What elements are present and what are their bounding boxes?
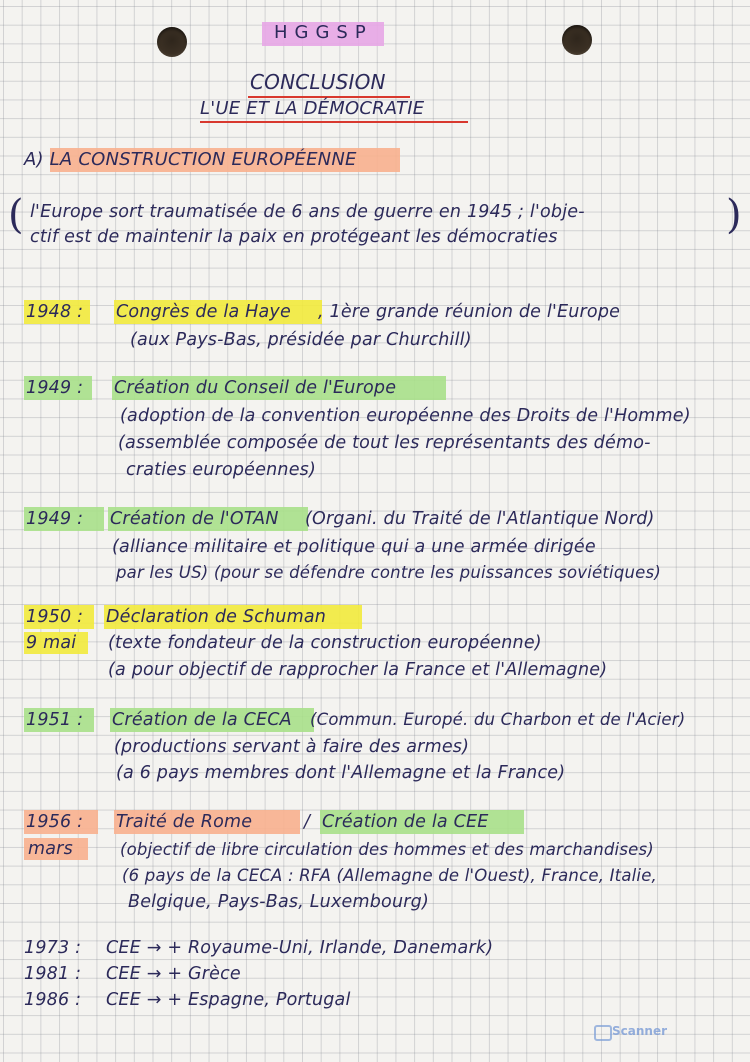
enlargement-date-1981: 1981 : xyxy=(24,964,82,984)
event-date-1949b: 1949 : xyxy=(26,509,84,529)
event-line-1956-1: (objectif de libre circulation des hommes et des marchandises) xyxy=(120,840,654,859)
enlargement-date-1986: 1986 : xyxy=(24,990,82,1010)
intro-line-2: ctif est de maintenir la paix en protégeant les démocraties xyxy=(30,227,558,247)
event-rest-1949b: (Organi. du Traité de l'Atlantique Nord) xyxy=(305,509,655,529)
event-date-1956: 1956 : xyxy=(26,812,84,832)
event-line-1956-2: (6 pays de la CECA : RFA (Allemagne de l'Ouest), France, Italie, xyxy=(122,866,658,885)
intro-bracket-left: ( xyxy=(8,192,24,238)
event-date-1951: 1951 : xyxy=(26,710,84,730)
event-title-separator: / xyxy=(304,812,311,832)
event-title-1951: Création de la CECA xyxy=(112,710,292,730)
event-date-1950: 1950 : xyxy=(26,607,84,627)
event-line-1950-2: (a pour objectif de rapprocher la France et l'Allemagne) xyxy=(108,660,608,680)
event-date-1948: 1948 : xyxy=(26,302,84,322)
binder-hole-right xyxy=(562,25,592,55)
enlargement-text-1981: CEE → + Grèce xyxy=(106,964,241,984)
event-date-1949a: 1949 : xyxy=(26,378,84,398)
event-line-1949a-1: (adoption de la convention européenne des Droits de l'Homme) xyxy=(120,406,691,426)
event-rest-1948: , 1ère grande réunion de l'Europe xyxy=(318,302,621,322)
intro-line-1: l'Europe sort traumatisée de 6 ans de guerre en 1945 ; l'obje- xyxy=(30,202,585,222)
conclusion-title: CONCLUSION xyxy=(250,70,386,94)
event-line-1949a-2: (assemblée composée de tout les représentants des démo- xyxy=(118,433,651,453)
event-title-1949b: Création de l'OTAN xyxy=(110,509,279,529)
event-line-1956-3: Belgique, Pays-Bas, Luxembourg) xyxy=(128,892,429,912)
event-subdate-1956: mars xyxy=(28,839,73,859)
event-subdate-1950: 9 mai xyxy=(26,633,77,653)
event-line-1951-1: (productions servant à faire des armes) xyxy=(114,737,470,757)
enlargement-date-1973: 1973 : xyxy=(24,938,82,958)
section-heading: A) LA CONSTRUCTION EUROPÉENNE xyxy=(24,149,357,170)
event-rest-1951: (Commun. Europé. du Charbon et de l'Acier) xyxy=(310,710,686,729)
binder-hole-left xyxy=(157,27,187,57)
event-title2-1956: Création de la CEE xyxy=(322,812,489,832)
event-title-1949a: Création du Conseil de l'Europe xyxy=(114,378,397,398)
event-line-1951-2: (a 6 pays membres dont l'Allemagne et la France) xyxy=(116,763,566,783)
ue-democratie-title: L'UE ET LA DÉMOCRATIE xyxy=(200,98,425,119)
event-title-1948: Congrès de la Haye xyxy=(116,302,291,322)
subject-title: HGGSP xyxy=(274,22,373,43)
event-title-1956: Traité de Rome xyxy=(116,812,253,832)
scanner-logo-icon xyxy=(594,1025,612,1041)
event-line-1949b-2: par les US) (pour se défendre contre les puissances soviétiques) xyxy=(116,563,661,582)
scanner-watermark: Scanner xyxy=(612,1024,667,1038)
intro-bracket-right: ) xyxy=(726,192,742,238)
event-line-1949a-3: craties européennes) xyxy=(126,460,317,480)
event-line-1948-1: (aux Pays-Bas, présidée par Churchill) xyxy=(130,330,472,350)
event-line-1949b-1: (alliance militaire et politique qui a une armée dirigée xyxy=(112,537,596,557)
event-title-1950: Déclaration de Schuman xyxy=(106,607,327,627)
ue-democratie-underline xyxy=(200,121,468,123)
enlargement-text-1973: CEE → + Royaume-Uni, Irlande, Danemark) xyxy=(106,938,494,958)
enlargement-text-1986: CEE → + Espagne, Portugal xyxy=(106,990,351,1010)
event-line-1950-1: (texte fondateur de la construction européenne) xyxy=(108,633,542,653)
